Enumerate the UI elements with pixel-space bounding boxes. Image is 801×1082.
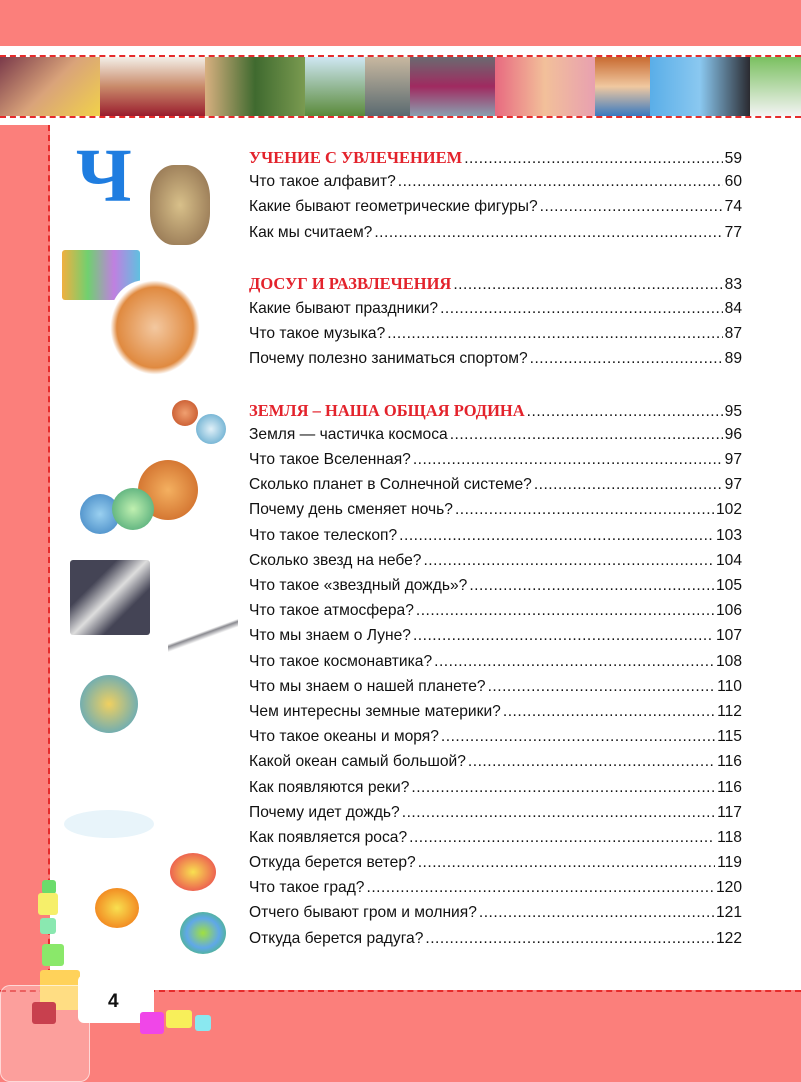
planet-icon [112,488,154,530]
dot-leader [399,527,714,545]
toc-entry-page: 105 [715,577,742,594]
toc-entry-label: Почему идет дождь? [249,803,400,821]
dot-leader [503,703,715,721]
dot-leader [411,779,715,797]
dot-leader [453,276,722,294]
toc-entry-label: ЗЕМЛЯ – НАША ОБЩАЯ РОДИНА [249,400,525,420]
decor-square [166,1010,192,1028]
dot-leader [441,728,715,746]
toc-entry[interactable] [249,879,742,904]
toc-entry-label: Откуда берется ветер? [249,854,416,872]
photo [750,57,801,116]
dot-leader [434,653,714,671]
dot-leader [387,325,722,343]
toc-entry[interactable] [249,224,742,249]
toc-entry-page: 104 [715,551,742,569]
toc-entry[interactable] [249,854,742,879]
dot-leader [423,552,714,570]
decor-square [140,1012,164,1034]
toc-entry-label: Какой океан самый большой? [249,753,466,771]
toc-entry-page: 87 [724,324,742,342]
toc-entry[interactable] [249,527,742,552]
photo [650,57,750,116]
dropcap-letter: Ч [76,134,132,218]
section-heading[interactable] [249,274,742,299]
toc-entry-label: Отчего бывают гром и молния? [249,904,477,922]
hail-illustration [170,853,216,891]
toc-entry[interactable] [249,930,742,955]
dot-leader [416,602,714,620]
toc-entry-page: 89 [724,349,742,367]
toc-entry-label: Как мы считаем? [249,223,373,241]
toc-entry-page: 108 [715,652,742,670]
toc-entry[interactable] [249,173,742,198]
toc-entry[interactable] [249,198,742,223]
toc-entry-page: 74 [724,198,742,216]
toc-entry[interactable] [249,476,742,501]
dot-leader [425,930,714,948]
toc-entry-label: ДОСУГ И РАЗВЛЕЧЕНИЯ [249,274,452,294]
photo [365,57,410,116]
toc-entry[interactable] [249,577,742,602]
table-of-contents [249,148,742,955]
dot-leader [540,198,723,216]
dot-leader [413,627,714,645]
toc-entry-label: Что такое алфавит? [249,173,396,191]
toc-entry-label: Какие бывают геометрические фигуры? [249,198,538,216]
dot-leader [479,904,714,922]
dot-leader [534,476,723,494]
section-gap [249,375,742,401]
top-band [0,0,801,46]
toc-entry[interactable] [249,451,742,476]
dot-leader [455,501,714,519]
photo [0,57,100,116]
toc-entry[interactable] [249,653,742,678]
toc-entry-label: Как появляется роса? [249,828,408,846]
dot-leader [530,350,723,368]
dot-leader [450,426,723,444]
toc-entry-page: 118 [717,828,742,846]
decor-square [42,944,64,966]
decor-square [195,1015,211,1031]
toc-entry-label: Как появляются реки? [249,778,410,796]
toc-entry-label: Что такое Вселенная? [249,451,411,469]
toc-entry-page: 83 [724,276,742,294]
toc-entry-label: Сколько планет в Солнечной системе? [249,476,532,494]
photo-strip [0,55,801,118]
toc-entry[interactable] [249,728,742,753]
toc-entry[interactable] [249,325,742,350]
toc-entry-page: 106 [715,602,742,620]
toc-entry-page: 95 [724,402,742,420]
dot-leader [527,403,723,421]
toc-entry-page: 97 [724,476,742,494]
dot-leader [374,224,722,242]
toc-entry-label: Почему день сменяет ночь? [249,501,453,519]
toc-entry-page: 122 [715,929,742,947]
decor-square [42,880,56,894]
toc-entry[interactable] [249,904,742,929]
planet-icon [172,400,198,426]
hail-illustration [180,912,226,954]
toc-entry-label: Что мы знаем о Луне? [249,627,411,645]
toc-entry-label: Почему полезно заниматься спортом? [249,349,528,367]
dot-leader [418,854,715,872]
toc-entry-label: УЧЕНИЕ С УВЛЕЧЕНИЕМ [249,148,463,167]
kids-running-illustration [110,280,200,375]
decor-square [38,893,58,915]
dot-leader [468,753,715,771]
toc-entry[interactable] [249,804,742,829]
toc-entry-page: 84 [724,299,742,317]
planet-icon [196,414,226,444]
toc-entry-page: 117 [717,803,742,821]
dot-leader [488,678,716,696]
toc-entry-page: 97 [724,451,742,469]
section-heading[interactable] [249,148,742,173]
toc-entry-label: Чем интересны земные материки? [249,702,501,720]
toc-entry-page: 77 [724,223,742,241]
page-number: 4 [108,991,119,1012]
photo [205,57,305,116]
toc-entry-label: Какие бывают праздники? [249,299,439,317]
toc-entry[interactable] [249,501,742,526]
dot-leader [398,173,723,191]
toc-entry[interactable] [249,350,742,375]
left-band [0,125,50,995]
toc-entry-label: Что такое музыка? [249,324,386,342]
toc-entry-page: 96 [724,425,742,443]
section-heading[interactable] [249,401,742,426]
photo [100,57,205,116]
toc-entry-page: 112 [717,702,742,720]
toc-entry[interactable] [249,703,742,728]
toc-entry[interactable] [249,678,742,703]
toc-entry[interactable] [249,602,742,627]
decor-square [0,985,90,1082]
toc-entry-page: 115 [717,728,742,746]
toc-entry-page: 60 [724,173,742,191]
toc-entry-page: 102 [715,501,742,519]
toc-entry-page: 107 [715,627,742,645]
toc-entry[interactable] [249,753,742,778]
toc-entry-label: Что такое океаны и моря? [249,728,439,746]
dot-leader [402,804,715,822]
toc-entry-page: 120 [715,879,742,897]
toc-entry-page: 103 [715,526,742,544]
telescope-illustration [168,590,238,700]
turtle-illustration [150,165,210,245]
toc-entry[interactable] [249,552,742,577]
photo [495,57,595,116]
toc-entry[interactable] [249,300,742,325]
toc-entry-label: Что такое телескоп? [249,526,398,544]
toc-entry[interactable] [249,627,742,652]
toc-entry-label: Что такое атмосфера? [249,602,414,620]
toc-entry-label: Что такое космонавтика? [249,652,433,670]
dot-leader [366,879,713,897]
toc-entry[interactable] [249,426,742,451]
toc-entry-page: 59 [724,150,742,167]
dot-leader [413,451,723,469]
dot-leader [440,300,723,318]
toc-entry-page: 110 [717,677,742,695]
toc-entry-label: Земля — частичка космоса [249,425,448,443]
toc-entry-page: 119 [717,854,742,872]
photo [595,57,650,116]
globe-illustration [80,675,138,733]
toc-entry-label: Что мы знаем о нашей планете? [249,677,486,695]
toc-entry[interactable] [249,779,742,804]
cloud-illustration [64,810,154,838]
section-gap [249,249,742,275]
dot-leader [409,829,715,847]
decor-square [32,1002,56,1024]
toc-entry-label: Что такое «звездный дождь»? [249,577,468,594]
toc-entry-label: Что такое град? [249,879,365,897]
photo [410,57,495,116]
toc-entry-page: 121 [715,904,742,922]
decor-square [40,918,56,934]
toc-entry-label: Откуда берется радуга? [249,929,424,947]
dot-leader [469,577,714,595]
toc-entry-page: 116 [717,753,742,771]
toc-entry[interactable] [249,829,742,854]
hail-illustration [95,888,139,928]
toc-entry-page: 116 [717,778,742,796]
photo [305,57,365,116]
dot-leader [464,150,722,168]
satellite-illustration [70,560,150,635]
toc-entry-label: Сколько звезд на небе? [249,551,422,569]
